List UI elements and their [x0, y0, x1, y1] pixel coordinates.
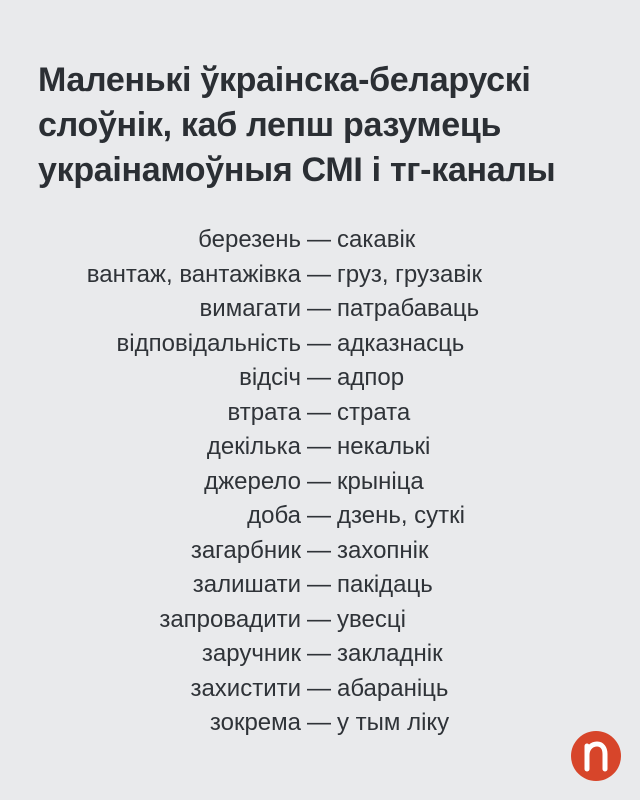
ukrainian-word: декілька [206, 433, 301, 461]
ukrainian-word: вантаж, вантажівка [86, 260, 301, 288]
dash-separator: — [307, 467, 331, 495]
page-title [38, 58, 618, 193]
ukrainian-word: відсіч [239, 364, 301, 392]
dash-separator: — [307, 640, 331, 668]
dash-separator: — [307, 709, 331, 737]
belarusian-word: крыніца [337, 467, 424, 495]
dictionary-entry [0, 361, 640, 396]
belarusian-word: дзень, суткі [337, 502, 466, 530]
belarusian-word: захопнік [337, 536, 429, 564]
dash-separator: — [307, 260, 331, 288]
dictionary-entry [0, 327, 640, 362]
ukrainian-word: джерело [204, 467, 301, 495]
ukrainian-word: відповідальність [116, 329, 301, 357]
dash-separator: — [307, 674, 331, 702]
dictionary-entry [0, 465, 640, 500]
dash-separator: — [307, 329, 331, 357]
brand-logo [571, 731, 621, 781]
dictionary-entry [0, 396, 640, 431]
belarusian-word: у тым ліку [337, 709, 450, 737]
belarusian-word: адказнасць [337, 329, 465, 357]
dictionary-entry [0, 637, 640, 672]
ukrainian-word: березень [198, 226, 301, 254]
title-line: украінамоўныя СМІ і тг-каналы [38, 151, 556, 189]
ukrainian-word: заручник [201, 640, 301, 668]
ukrainian-word: загарбник [190, 536, 301, 564]
dictionary-entry [0, 568, 640, 603]
dash-separator: — [307, 364, 331, 392]
belarusian-word: патрабаваць [337, 295, 480, 323]
dictionary-entry [0, 499, 640, 534]
dash-separator: — [307, 433, 331, 461]
ukrainian-word: доба [247, 502, 301, 530]
dictionary-entry [0, 430, 640, 465]
ukrainian-word: залишати [192, 571, 301, 599]
dash-separator: — [307, 605, 331, 633]
dash-separator: — [307, 295, 331, 323]
ukrainian-word: захистити [190, 674, 301, 702]
belarusian-word: пакідаць [337, 571, 433, 599]
ukrainian-word: вимагати [199, 295, 301, 323]
dictionary-entry [0, 706, 640, 741]
belarusian-word: абараніць [337, 674, 449, 702]
belarusian-word: увесці [337, 605, 406, 633]
belarusian-word: сакавік [337, 226, 416, 254]
dictionary-entry [0, 603, 640, 638]
n-logo-icon [571, 731, 621, 781]
title-line: слоўнік, каб лепш разумець [38, 106, 502, 144]
belarusian-word: некалькі [337, 433, 431, 461]
dash-separator: — [307, 398, 331, 426]
dictionary-entry [0, 223, 640, 258]
dictionary-entry [0, 672, 640, 707]
ukrainian-word: зокрема [209, 709, 301, 737]
ukrainian-word: втрата [227, 398, 301, 426]
dash-separator: — [307, 226, 331, 254]
ukrainian-word: запровадити [159, 605, 301, 633]
dash-separator: — [307, 536, 331, 564]
belarusian-word: закладнік [337, 640, 443, 668]
belarusian-word: страта [337, 398, 411, 426]
dash-separator: — [307, 571, 331, 599]
dictionary-entry [0, 292, 640, 327]
belarusian-word: адпор [337, 364, 405, 392]
dictionary-list [0, 223, 640, 741]
title-line: Маленькі ўкраінска-беларускі [38, 61, 531, 99]
dash-separator: — [307, 502, 331, 530]
belarusian-word: груз, грузавік [337, 260, 482, 288]
dictionary-entry [0, 534, 640, 569]
dictionary-entry [0, 258, 640, 293]
